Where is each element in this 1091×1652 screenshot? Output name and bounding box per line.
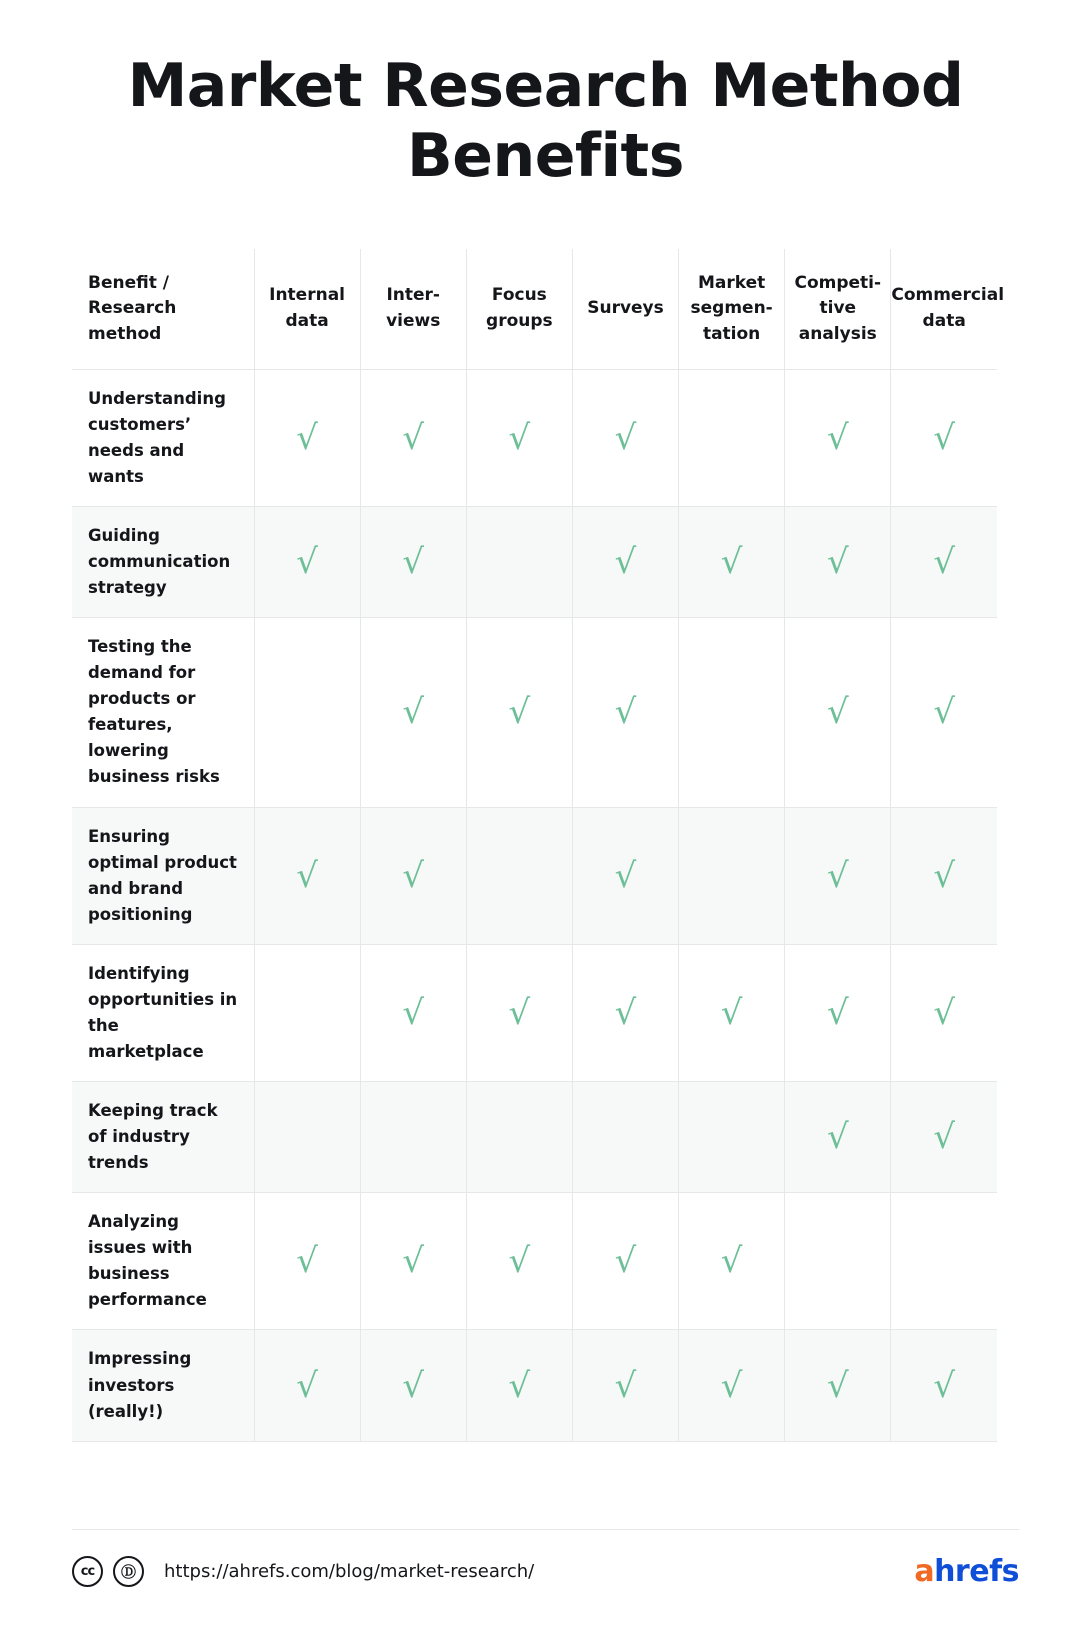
check-icon: √ <box>933 1365 955 1406</box>
ahrefs-logo <box>914 1554 1019 1589</box>
check-icon: √ <box>402 992 425 1033</box>
check-icon: √ <box>402 542 425 583</box>
column-header-2: Inter-views <box>360 249 466 369</box>
check-cell <box>785 506 891 617</box>
check-icon: √ <box>826 1365 849 1406</box>
check-cell <box>572 506 678 617</box>
check-icon: √ <box>296 417 318 458</box>
check-cell <box>785 1330 891 1441</box>
header-row <box>72 249 997 369</box>
table-row <box>72 1193 997 1330</box>
benefit-label: Impressing investors (really!) <box>72 1330 254 1441</box>
empty-cell <box>572 1082 678 1193</box>
check-icon: √ <box>933 992 955 1033</box>
check-cell <box>254 369 360 506</box>
benefit-label: Understanding customers’ needs and wants <box>72 369 254 506</box>
check-icon: √ <box>614 417 637 458</box>
table-row <box>72 618 997 807</box>
check-cell <box>785 1082 891 1193</box>
check-cell <box>891 944 997 1081</box>
check-icon: √ <box>508 1365 531 1406</box>
check-icon: √ <box>826 855 849 896</box>
corner-header <box>72 249 254 369</box>
column-header-1: Internal data <box>254 249 360 369</box>
check-icon: √ <box>720 992 743 1033</box>
check-icon: √ <box>508 692 531 733</box>
check-cell <box>679 506 785 617</box>
table-row <box>72 807 997 944</box>
check-icon: √ <box>720 1365 743 1406</box>
source-url[interactable]: https://ahrefs.com/blog/market-research/ <box>164 1560 535 1582</box>
check-cell <box>466 618 572 807</box>
check-icon: √ <box>402 1241 425 1282</box>
check-cell <box>254 807 360 944</box>
check-cell <box>466 1330 572 1441</box>
empty-cell <box>785 1193 891 1330</box>
empty-cell <box>254 1082 360 1193</box>
check-cell <box>254 506 360 617</box>
benefits-matrix-container <box>72 249 1019 1441</box>
table-row <box>72 1330 997 1441</box>
check-icon: √ <box>614 992 637 1033</box>
check-cell <box>360 944 466 1081</box>
check-icon: √ <box>402 855 425 896</box>
empty-cell <box>466 506 572 617</box>
check-cell <box>254 1193 360 1330</box>
check-cell <box>572 1193 678 1330</box>
footer <box>72 1529 1019 1594</box>
check-icon: √ <box>720 542 743 583</box>
check-icon: √ <box>826 417 849 458</box>
check-icon: √ <box>614 692 637 733</box>
benefit-label: Testing the demand for products or features, lowering business risks <box>72 618 254 807</box>
table-body <box>72 369 997 1441</box>
column-header-5: Market segmen-tation <box>679 249 785 369</box>
check-icon: √ <box>720 1241 743 1282</box>
check-icon: √ <box>508 417 531 458</box>
benefit-label: Ensuring optimal product and brand positioning <box>72 807 254 944</box>
empty-cell <box>679 1082 785 1193</box>
check-icon: √ <box>508 992 531 1033</box>
check-cell <box>891 618 997 807</box>
check-cell <box>360 506 466 617</box>
check-cell <box>679 1193 785 1330</box>
empty-cell <box>679 807 785 944</box>
empty-cell <box>254 618 360 807</box>
check-icon: √ <box>296 1365 318 1406</box>
empty-cell <box>254 944 360 1081</box>
check-cell <box>572 807 678 944</box>
check-cell <box>360 369 466 506</box>
check-cell <box>785 807 891 944</box>
check-icon: √ <box>614 1241 637 1282</box>
column-header-3: Focus groups <box>466 249 572 369</box>
check-icon: √ <box>614 1365 637 1406</box>
check-icon: √ <box>508 1241 531 1282</box>
column-header-6: Competi-tive analysis <box>785 249 891 369</box>
check-cell <box>572 618 678 807</box>
check-icon: √ <box>614 855 637 896</box>
check-icon: √ <box>402 417 425 458</box>
table-row <box>72 1082 997 1193</box>
check-cell <box>891 1082 997 1193</box>
table-row <box>72 369 997 506</box>
empty-cell <box>891 1193 997 1330</box>
empty-cell <box>679 618 785 807</box>
ahrefs-logo-a: a <box>914 1553 935 1589</box>
ahrefs-logo-rest: hrefs <box>934 1553 1019 1589</box>
creative-commons-by-icon: Ⓓ <box>113 1556 144 1587</box>
check-cell <box>891 1330 997 1441</box>
check-cell <box>360 618 466 807</box>
check-cell <box>572 369 678 506</box>
check-icon: √ <box>296 1241 318 1282</box>
empty-cell <box>360 1082 466 1193</box>
check-cell <box>785 618 891 807</box>
check-cell <box>572 944 678 1081</box>
benefit-label: Keeping track of industry trends <box>72 1082 254 1193</box>
table-row <box>72 506 997 617</box>
check-cell <box>679 944 785 1081</box>
check-icon: √ <box>296 855 318 896</box>
check-cell <box>891 506 997 617</box>
check-cell <box>785 369 891 506</box>
table-row <box>72 944 997 1081</box>
check-cell <box>572 1330 678 1441</box>
check-icon: √ <box>933 417 955 458</box>
check-icon: √ <box>826 1117 849 1158</box>
check-cell <box>891 807 997 944</box>
check-icon: √ <box>933 1117 955 1158</box>
empty-cell <box>466 807 572 944</box>
footer-left <box>72 1556 534 1587</box>
check-cell <box>360 1193 466 1330</box>
page-title: Market Research Method Benefits <box>127 51 964 191</box>
column-header-4: Surveys <box>572 249 678 369</box>
infographic-page <box>0 52 1091 1652</box>
benefit-label: Identifying opportunities in the marketplace <box>72 944 254 1081</box>
check-cell <box>466 369 572 506</box>
corner-header-line: Benefit / <box>88 272 169 293</box>
check-icon: √ <box>402 692 425 733</box>
check-icon: √ <box>826 692 849 733</box>
check-cell <box>360 1330 466 1441</box>
check-icon: √ <box>296 542 318 583</box>
benefits-matrix-table <box>72 249 1005 1441</box>
benefit-label: Guiding communication strategy <box>72 506 254 617</box>
check-cell <box>466 944 572 1081</box>
column-header-7: Commercial data <box>891 249 997 369</box>
check-icon: √ <box>826 542 849 583</box>
creative-commons-icon: cc <box>72 1556 103 1587</box>
empty-cell <box>466 1082 572 1193</box>
check-cell <box>679 1330 785 1441</box>
table-header <box>72 249 1005 369</box>
check-icon: √ <box>933 692 955 733</box>
check-icon: √ <box>933 855 955 896</box>
benefit-label: Analyzing issues with business performance <box>72 1193 254 1330</box>
check-icon: √ <box>933 542 955 583</box>
check-cell <box>891 369 997 506</box>
check-icon: √ <box>826 992 849 1033</box>
check-cell <box>360 807 466 944</box>
empty-cell <box>679 369 785 506</box>
corner-header-line: Research method <box>88 298 177 344</box>
check-cell <box>254 1330 360 1441</box>
check-cell <box>785 944 891 1081</box>
check-icon: √ <box>614 542 637 583</box>
check-cell <box>466 1193 572 1330</box>
check-icon: √ <box>402 1365 425 1406</box>
